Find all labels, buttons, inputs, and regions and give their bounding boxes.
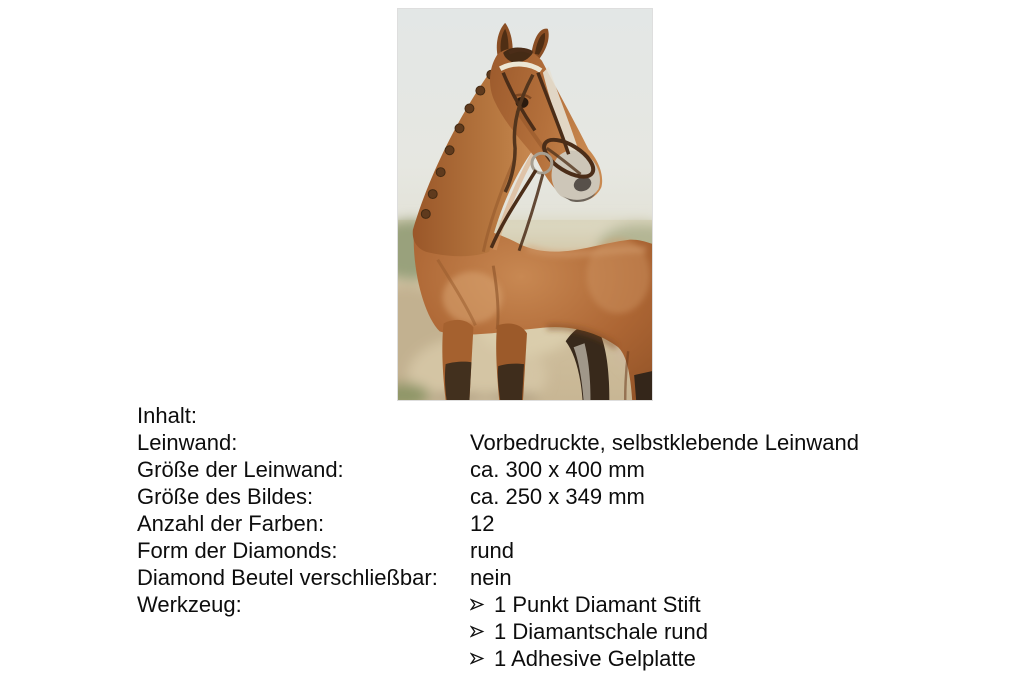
spec-label: Größe des Bildes: (137, 484, 314, 509)
spec-label: Form der Diamonds: (137, 538, 338, 563)
arrow-bullet-icon (470, 651, 485, 666)
spec-row (137, 456, 859, 483)
spec-label: Diamond Beutel verschließbar: (137, 565, 438, 590)
arrow-bullet-icon (470, 624, 485, 639)
tool-list-item (470, 645, 708, 672)
arrow-bullet-icon (470, 597, 485, 612)
spec-value: rund (470, 538, 515, 563)
tool-item-text: 1 Adhesive Gelplatte (494, 646, 696, 671)
spec-row (137, 429, 859, 456)
spec-row (137, 510, 859, 537)
spec-row (137, 537, 859, 564)
spec-value: nein (470, 565, 512, 590)
tool-item-text: 1 Punkt Diamant Stift (494, 592, 701, 617)
spec-row (137, 591, 859, 672)
tool-list-item (470, 591, 708, 618)
tool-list-item (470, 618, 708, 645)
spec-label: Inhalt: (137, 403, 197, 428)
spec-row (137, 483, 859, 510)
horse-photo-illustration (398, 9, 652, 400)
spec-value: ca. 300 x 400 mm (470, 457, 645, 482)
spec-label: Leinwand: (137, 430, 238, 455)
product-specs (137, 402, 859, 672)
tool-item-text: 1 Diamantschale rund (494, 619, 709, 644)
product-photo (397, 8, 653, 401)
spec-row (137, 402, 859, 429)
spec-label: Größe der Leinwand: (137, 457, 344, 482)
spec-value: 12 (470, 511, 495, 536)
spec-label: Anzahl der Farben: (137, 511, 325, 536)
spec-value: ca. 250 x 349 mm (470, 484, 645, 509)
tool-list (470, 591, 708, 672)
spec-label: Werkzeug: (137, 592, 242, 617)
spec-value: Vorbedruckte, selbstklebende Leinwand (470, 430, 859, 455)
spec-row (137, 564, 859, 591)
